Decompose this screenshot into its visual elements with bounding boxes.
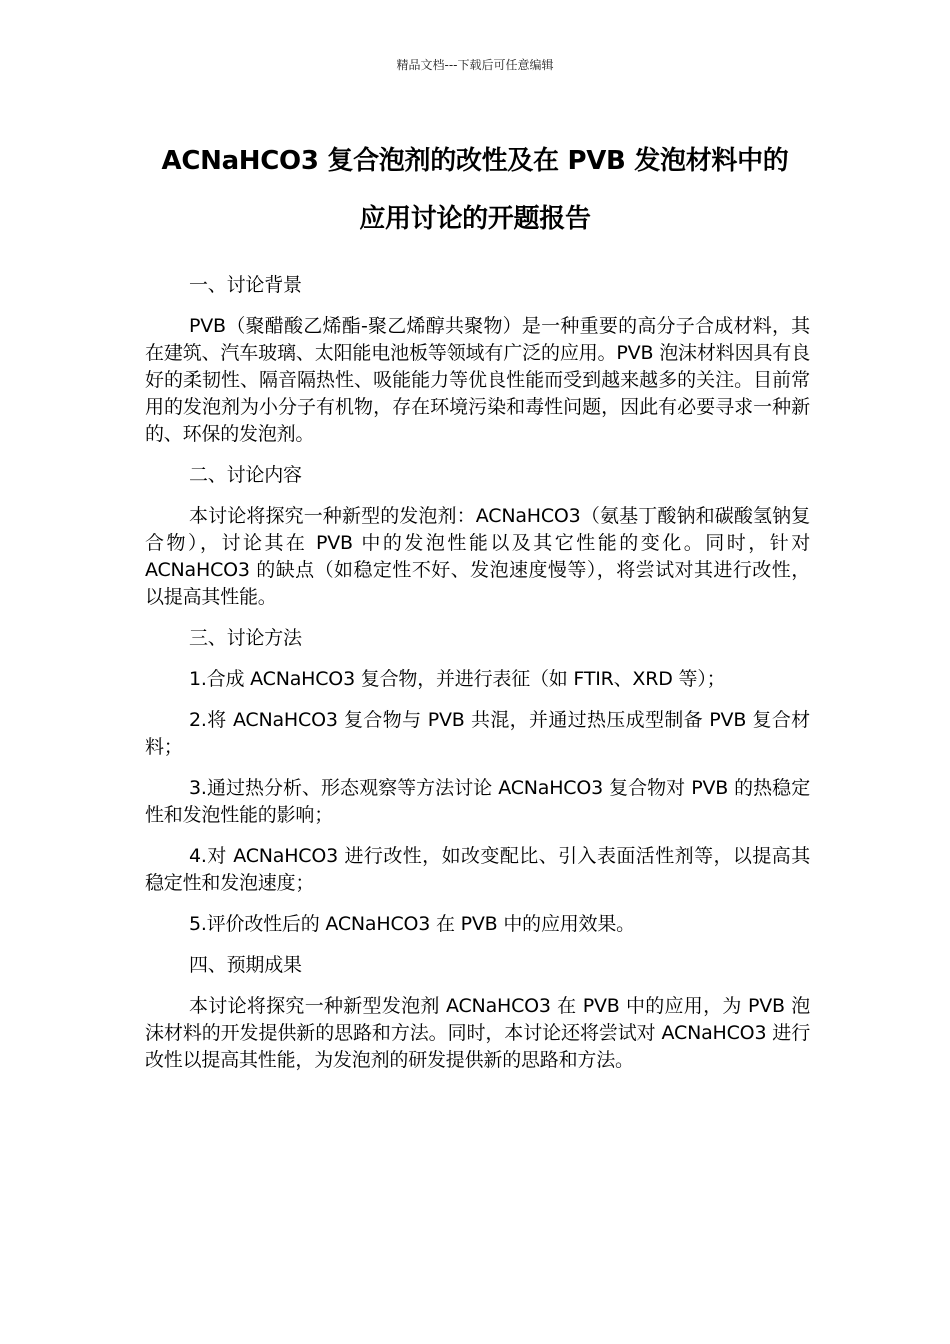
title-line-1: ACNaHCO3 复合泡剂的改性及在 PVB 发泡材料中的	[161, 146, 789, 176]
document-title	[120, 132, 830, 248]
section-heading-background: 一、讨论背景	[189, 274, 302, 296]
section-heading-outcome: 四、预期成果	[189, 954, 302, 976]
title-line-2: 应用讨论的开题报告	[359, 204, 591, 234]
method-item-1: 1.合成 ACNaHCO3 复合物，并进行表征（如 FTIR、XRD 等）；	[189, 668, 726, 690]
method-item-5: 5.评价改性后的 ACNaHCO3 在 PVB 中的应用效果。	[189, 913, 635, 935]
method-item-4: 4.对 ACNaHCO3 进行改性，如改变配比、引入表面活性剂等，以提高其稳定性和发泡速度；	[145, 845, 810, 894]
header-note: 精品文档---下载后可任意编辑	[396, 58, 554, 72]
method-item-2: 2.将 ACNaHCO3 复合物与 PVB 共混，并通过热压成型制备 PVB 复合材料；	[145, 709, 810, 758]
method-item-3: 3.通过热分析、形态观察等方法讨论 ACNaHCO3 复合物对 PVB 的热稳定性和发泡性能的影响；	[145, 777, 810, 826]
document-body	[145, 272, 810, 1088]
section-heading-content: 二、讨论内容	[189, 464, 302, 486]
paragraph-outcome: 本讨论将探究一种新型发泡剂 ACNaHCO3 在 PVB 中的应用，为 PVB 泡沫材料的开发提供新的思路和方法。同时，本讨论还将尝试对 ACNaHCO3 进行改性以提高其性能，为发泡剂的研发提供新的思路和方法。	[145, 995, 810, 1071]
paragraph-content: 本讨论将探究一种新型的发泡剂：ACNaHCO3（氨基丁酸钠和碳酸氢钠复合物），讨论其在 PVB 中的发泡性能以及其它性能的变化。同时，针对 ACNaHCO3 的缺点（如稳定性不好、发泡速度慢等），将尝试对其进行改性，以提高其性能。	[145, 505, 810, 608]
paragraph-background: PVB（聚醋酸乙烯酯-聚乙烯醇共聚物）是一种重要的高分子合成材料，其在建筑、汽车玻璃、太阳能电池板等领域有广泛的应用。PVB 泡沫材料因具有良好的柔韧性、隔音隔热性、吸能能力等优良性能而受到越来越多的关注。目前常用的发泡剂为小分子有机物，存在环境污染和毒性问题，因此有必要寻求一种新的、环保的发泡剂。	[145, 315, 810, 445]
section-heading-method: 三、讨论方法	[189, 627, 302, 649]
